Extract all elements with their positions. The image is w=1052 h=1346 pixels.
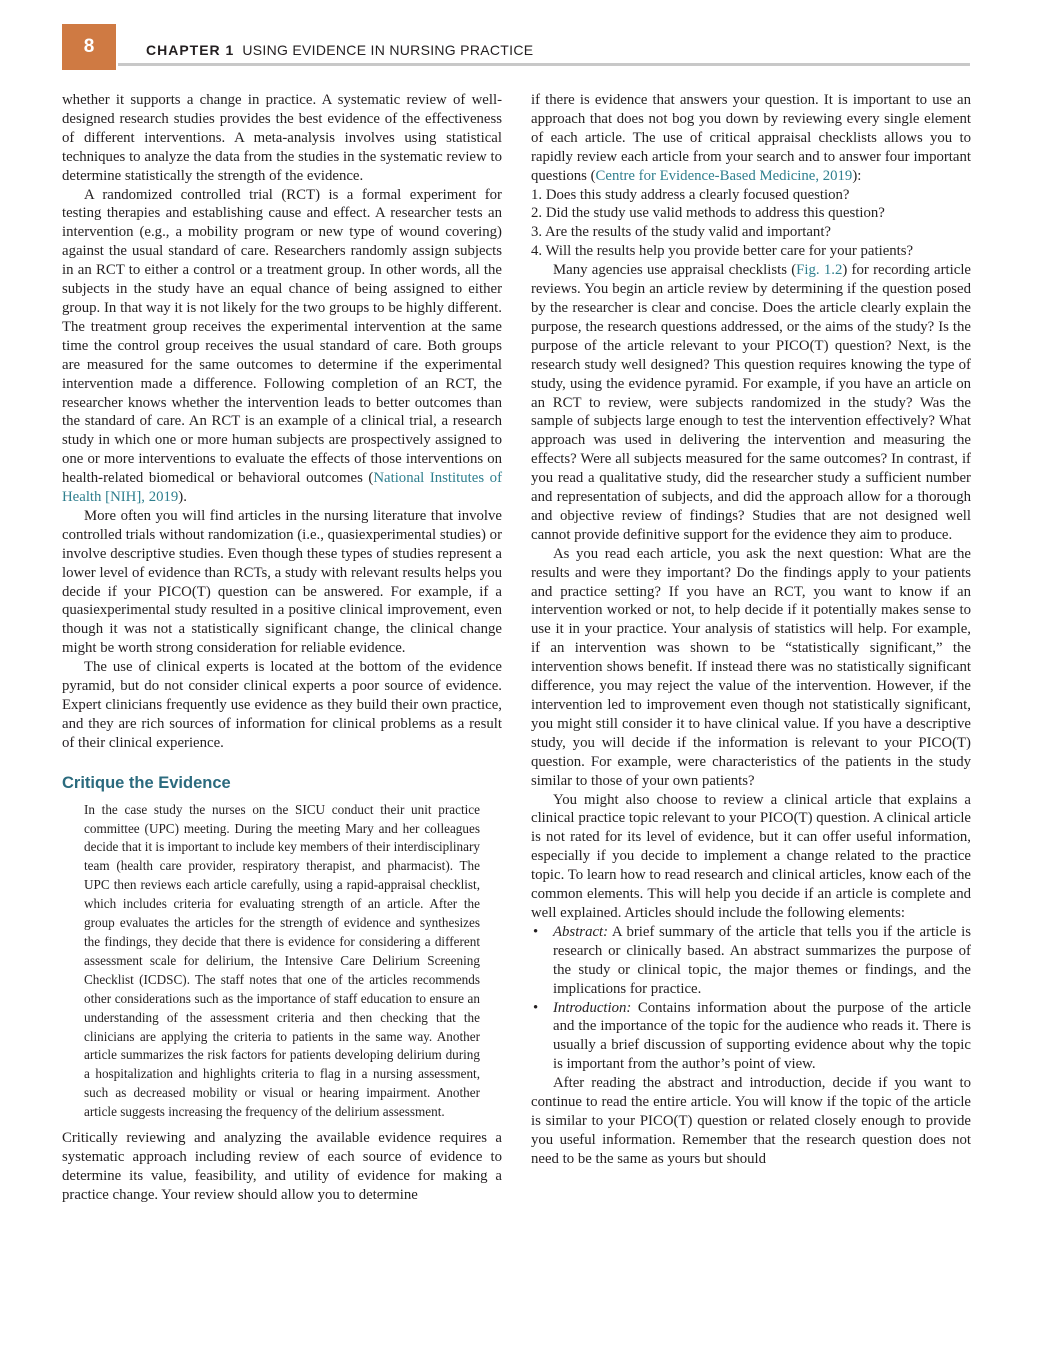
case-study-text: In the case study the nurses on the SICU conduct their unit practice committee (UPC) meeting. During the meeting Mary and her colleagues decide that it is important to include key members of their interdisciplinary team (health care provider, respiratory therapist, and pharmacist). The UPC then reviews each article carefully, using a rapid-appraisal checklist, which includes criteria for evaluating strength of an article. After the group evaluates the articles for the strength of evidence and synthesizes the findings, they decide that there is evidence for considering a different assessment scale for delirium, the Intensive Care Delirium Screening Checklist (ICDSC). The staff notes that one of the articles recommends other considerations such as the importance of staff education to ensure an understanding of the assessment criteria and then checking that the clinicians are applying the criteria to patients in the same way. Another article summarizes the risk factors for patients developing delirium during a hospitalization and highlights criteria to flag in a nursing assessment, such as decreased mobility or visual or hearing impairment. Another article suggests increasing the frequency of the delirium assessment.: [84, 801, 480, 1120]
list-item: [531, 999, 971, 1075]
bullet-icon: •: [533, 923, 539, 940]
paragraph: As you read each article, you ask the next question: What are the results and were they important? Do the findings apply to your patients and practice setting? If you have an RCT, you want to know if an intervention worked or not, to help decide if it potentially makes sense to use it in your practice. Your analysis of statistics will help. For example, if an intervention was shown to be “statistically significant,” the intervention shows benefit. If instead there was no statistically significant difference, you may reject the value of the intervention. However, if the intervention led to improvement even though not statistically significant, you might still consider it to have clinical value. If you have a descriptive study, you will decide if the information is relevant to your PICO(T) question. For example, were characteristics of the patients in the study similar to those of your own patients?: [531, 545, 971, 789]
paragraph: More often you will find articles in the nursing literature that involve controlled trials without randomization (i.e., quasiexperimental studies) or involve descriptive studies. Even though these types of studies represent a lower level of evidence than RCTs, a study with relevant results helps you decide if your PICO(T) question can be answered. For example, if a quasiexperimental study resulted in a positive clinical improvement, even though it was not a statistically significant change, the clinical change might be worth strong consideration for reliable evidence.: [62, 507, 502, 657]
paragraph: whether it supports a change in practice. A systematic review of well-designed research studies provides the best evidence of the effectiveness of different interventions. A meta-analysis involves using statistical techniques to analyze the data from the studies in the systematic review to determine statistically the strength of the evidence.: [62, 92, 502, 184]
paragraph: Critically reviewing and analyzing the available evidence requires a systematic approach including review of each source of evidence to determine its value, feasibility, and utility of evidence for making a practice change. Your review should allow you to determine: [62, 1130, 502, 1203]
list-text: Are the results of the study valid and important?: [545, 224, 832, 241]
list-number: 2.: [531, 205, 543, 222]
left-column: [62, 91, 502, 1205]
page-number-badge: [62, 24, 116, 70]
case-study-box: [84, 801, 480, 1122]
citation-link-nih[interactable]: National Institutes of Health [NIH], 2019: [62, 470, 502, 506]
list-item: [531, 242, 971, 261]
running-header: [146, 42, 533, 58]
paragraph-checklists: [531, 261, 971, 545]
paragraph: After reading the abstract and introduction, decide if you want to continue to read the entire article. You will know if the topic of the article is similar to your PICO(T) question or related closely enough to provide you useful information. Remember that the research question does not need to be the same as yours but should: [531, 1075, 971, 1167]
paragraph: The use of clinical experts is located at the bottom of the evidence pyramid, but do not consider clinical experts a poor source of evidence. Expert clinicians frequently use evidence as they build their own practice, and they are rich sources of information for clinical problems as a result of their clinical experience.: [62, 659, 502, 751]
article-elements-list: [531, 923, 971, 1074]
bullet-icon: •: [533, 999, 539, 1016]
list-text: Did the study use valid methods to address this question?: [545, 205, 885, 222]
section-heading: Critique the Evidence: [62, 773, 231, 792]
paragraph-intro: [531, 91, 971, 186]
list-item: [531, 186, 971, 205]
list-item: [531, 223, 971, 242]
paragraph-text-end: ):: [852, 167, 862, 184]
paragraph: You might also choose to review a clinical article that explains a clinical practice topic relevant to your PICO(T) question. A clinical article is not rated for its level of evidence, but it can offer useful information, especially if you decide to implement a change related to the practice topic. To learn how to read research and clinical articles, know each of the common elements. This will help you decide if an article is complete and well explained. Articles should include the following elements:: [531, 791, 971, 921]
paragraph-text: ) for recording article reviews. You begin an article review by determining if the question posed by the researcher is clear and concise. Does the article clearly explain the purpose, the research questions addressed, or the aims of the study? Is the purpose of the article relevant to your PICO(T) question? Next, is the research study well designed? This question requires knowing the type of study, using the evidence pyramid. For example, if you have an article on an RCT to review, were subjects randomized in the study? Was the sample of subjects large enough to test the intervention effectively? What approach was used in delivering the intervention and measuring the effects? Were all subjects measured for the same outcomes? In contrast, if you read a qualitative study, did the researcher study a sufficient number and representation of subjects, and did the approach allow for a thorough and objective review of findings? Studies that are not designed well cannot provide definitive support for the evidence they aim to produce.: [531, 262, 971, 543]
list-text: A brief summary of the article that tells you if the article is research or clinically based. An abstract summarizes the purpose of the study or clinical topic, the major themes or findings, and the implications for practice.: [553, 923, 971, 997]
list-item: [531, 923, 971, 999]
list-item: [531, 204, 971, 223]
list-text: Will the results help you provide better care for your patients?: [545, 243, 914, 260]
list-text: Does this study address a clearly focused question?: [545, 186, 850, 203]
list-term: Introduction:: [553, 999, 632, 1016]
paragraph-text: if there is evidence that answers your question. It is important to use an approach that does not bog you down by reviewing every single element of each article. The use of critical appraisal checklists allows you to rapidly review each article from your search and to answer four important questions (: [531, 92, 971, 184]
right-column: [531, 91, 971, 1169]
list-number: 3.: [531, 224, 543, 241]
figure-link[interactable]: Fig. 1.2: [796, 262, 843, 279]
page-number: 8: [83, 36, 95, 57]
list-number: 1.: [531, 186, 543, 203]
list-term: Abstract:: [553, 923, 609, 940]
paragraph-rct: [62, 186, 502, 507]
list-text: Contains information about the purpose of the article and the importance of the topic for the audience who reads it. There is usually a brief discussion of supporting evidence about why the topic is important from the author’s point of view.: [553, 999, 971, 1073]
header-rule: [118, 63, 970, 66]
appraisal-questions-list: [531, 186, 971, 262]
paragraph-text: Many agencies use appraisal checklists (: [553, 262, 797, 279]
paragraph-text: A randomized controlled trial (RCT) is a formal experiment for testing therapies and establishing cause and effect. A researcher tests an intervention (e.g., a mobility program or new type of wound covering) against the usual standard of care. Researchers randomly assign subjects in an RCT to either a control or a treatment group. In other words, all the subjects in the study have an equal chance of being assigned to either group. In that way it is not likely for the two groups to be highly different. The treatment group receives the experimental intervention at the same time the control group receives the usual standard of care. Both groups are measured for the same outcomes to determine if the experimental intervention made a difference. Following completion of an RCT, the researcher knows whether the intervention leads to better outcomes than the standard of care. An RCT is an example of a clinical trial, a research study in which one or more human subjects are prospectively assigned to one or more interventions to evaluate the effects of those interventions on health-related biomedical or behavioral outcomes (: [62, 186, 502, 487]
paragraph-text-end: ).: [178, 489, 187, 506]
list-number: 4.: [531, 243, 543, 260]
citation-link-cebm[interactable]: Centre for Evidence-Based Medicine, 2019: [595, 167, 853, 184]
chapter-label: CHAPTER 1: [146, 42, 235, 58]
chapter-title: USING EVIDENCE IN NURSING PRACTICE: [242, 42, 534, 58]
